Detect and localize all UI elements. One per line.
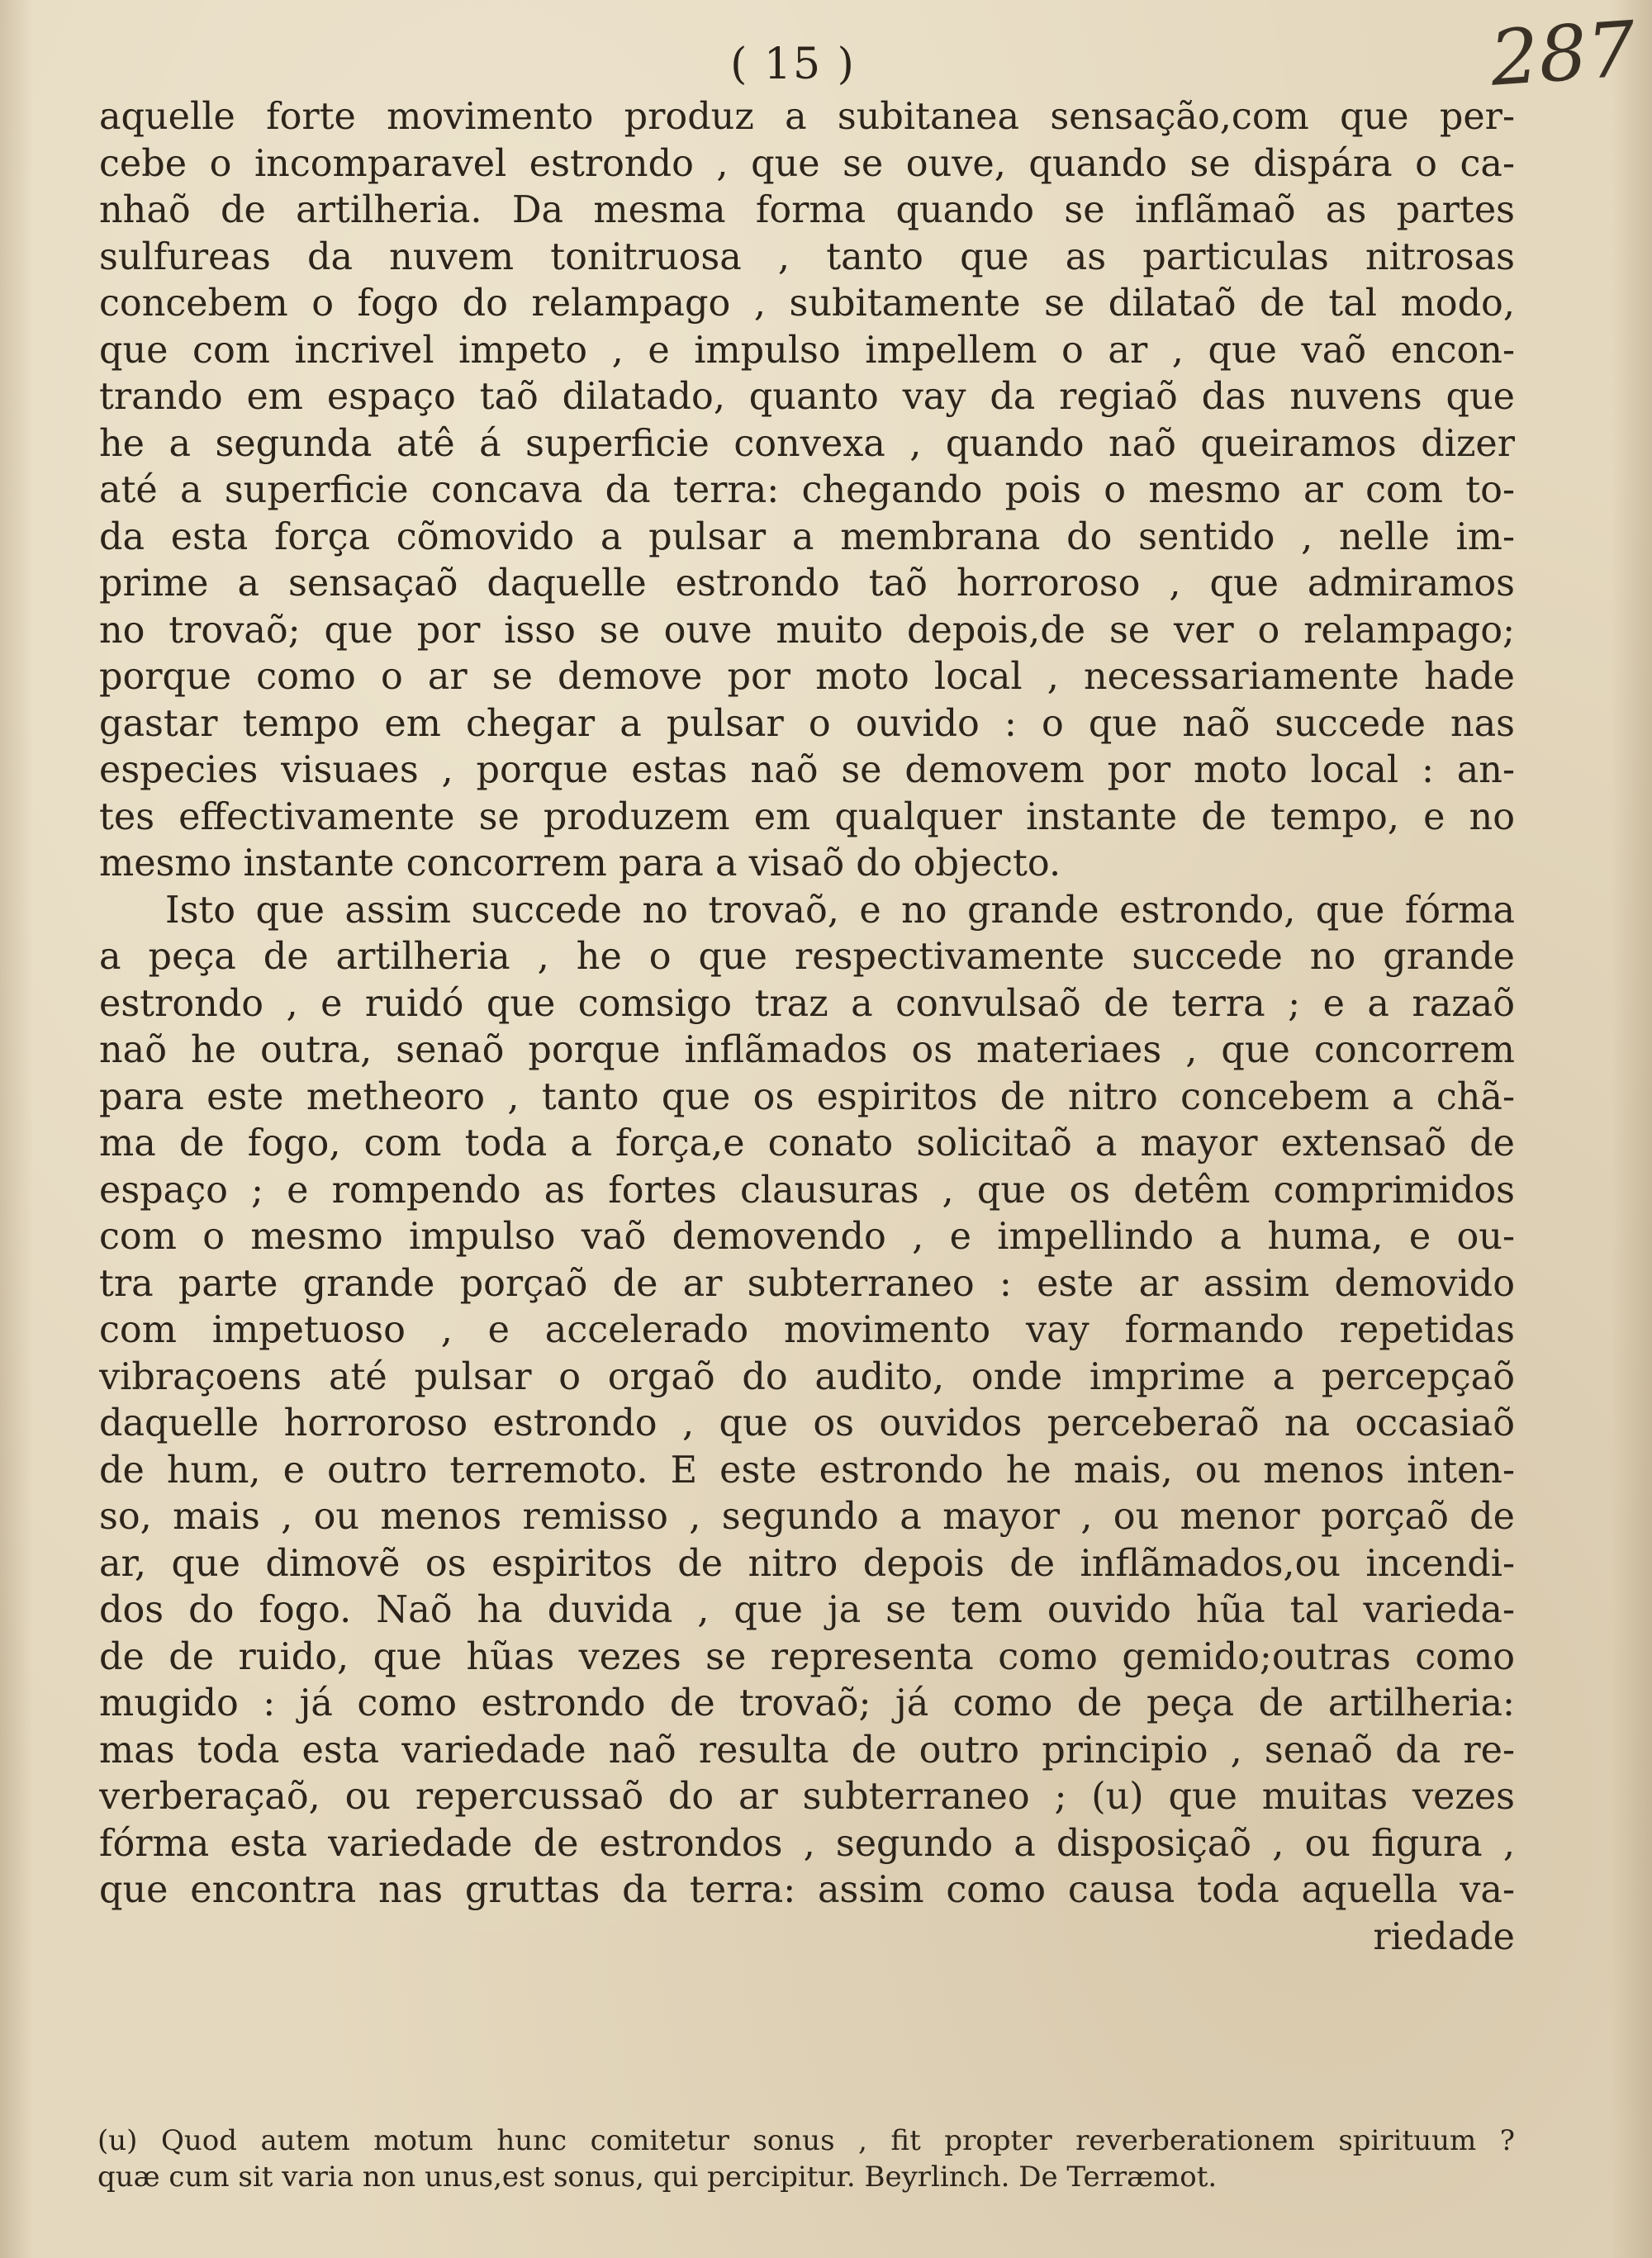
footnote-line: quæ cum sit varia non unus,est sonus, qui percipitur. Beyrlinch. De Terræmot.	[97, 2161, 1218, 2194]
handwritten-folio-number: 287	[1487, 4, 1639, 103]
text-line: espaço ; e rompendo as fortes clausuras , que os detêm comprimidos	[99, 1169, 1515, 1212]
text-line: cebe o incomparavel estrondo , que se ouve, quando se dispára o ca-	[99, 142, 1515, 185]
text-line: dos do fogo. Naõ ha duvida , que ja se tem ouvido hũa tal varieda-	[99, 1589, 1515, 1631]
text-line: he a segunda atê á superficie convexa , quando naõ queiramos dizer	[99, 422, 1515, 465]
text-line: naõ he outra, senaõ porque inflãmados os materiaes , que concorrem	[99, 1029, 1515, 1071]
catchword: riedade	[1373, 1915, 1515, 1958]
text-line: para este metheoro , tanto que os espiritos de nitro concebem a chã-	[99, 1075, 1515, 1118]
text-line-paragraph-end: mesmo instante concorrem para a visaõ do objecto.	[99, 842, 1061, 885]
text-line: prime a sensaçaõ daquelle estrondo taõ horroroso , que admiramos	[99, 562, 1515, 605]
text-line: vibraçoens até pulsar o orgaõ do audito, onde imprime a percepçaõ	[99, 1355, 1515, 1398]
text-line: gastar tempo em chegar a pulsar o ouvido : o que naõ succede nas	[99, 702, 1515, 745]
text-line: daquelle horroroso estrondo , que os ouvidos perceberaõ na occasiaõ	[99, 1402, 1515, 1444]
text-line: que encontra nas gruttas da terra: assim como causa toda aquella va-	[99, 1869, 1515, 1911]
text-line: até a superficie concava da terra: chegando pois o mesmo ar com to-	[99, 469, 1515, 511]
text-line: a peça de artilheria , he o que respectivamente succede no grande	[99, 936, 1515, 978]
text-line: nhaõ de artilheria. Da mesma forma quando se inflãmaõ as partes	[99, 189, 1515, 231]
text-line: porque como o ar se demove por moto local , necessariamente hade	[99, 656, 1515, 698]
text-line: trando em espaço taõ dilatado, quanto vay da regiaõ das nuvens que	[99, 376, 1515, 418]
text-line: especies visuaes , porque estas naõ se demovem por moto local : an-	[99, 749, 1515, 791]
text-line: verberaçaõ, ou repercussaõ do ar subterraneo ; (u) que muitas vezes	[99, 1776, 1515, 1818]
text-line: fórma esta variedade de estrondos , segundo a disposiçaõ , ou figura ,	[99, 1822, 1515, 1865]
footnote-block	[97, 2123, 1515, 2195]
text-line: aquelle forte movimento produz a subitanea sensação,com que per-	[99, 96, 1515, 138]
text-line: so, mais , ou menos remisso , segundo a mayor , ou menor porçaõ de	[99, 1496, 1515, 1538]
footnote-line: (u) Quod autem motum hunc comitetur sonus , fit propter reverberationem spirituum ?	[97, 2124, 1515, 2157]
text-line: mugido : já como estrondo de trovaõ; já como de peça de artilheria:	[99, 1682, 1515, 1724]
text-line: de de ruido, que hũas vezes se representa como gemido;outras como	[99, 1635, 1515, 1678]
text-line: estrondo , e ruidó que comsigo traz a convulsaõ de terra ; e a razaõ	[99, 982, 1515, 1025]
text-line: ar, que dimovẽ os espiritos de nitro depois de inflãmados,ou incendi-	[99, 1542, 1515, 1585]
main-text-block	[99, 94, 1515, 1961]
text-line: mas toda esta variedade naõ resulta de outro principio , senaõ da re-	[99, 1729, 1515, 1772]
page-number: ( 15 )	[730, 40, 856, 89]
text-line: no trovaõ; que por isso se ouve muito depois,de se ver o relampago;	[99, 609, 1515, 652]
text-line: com impetuoso , e accelerado movimento vay formando repetidas	[99, 1309, 1515, 1351]
text-line: da esta força cõmovido a pulsar a membrana do sentido , nelle im-	[99, 515, 1515, 558]
text-line: que com incrivel impeto , e impulso impellem o ar , que vaõ encon-	[99, 329, 1515, 372]
text-line: de hum, e outro terremoto. E este estrondo he mais, ou menos inten-	[99, 1449, 1515, 1492]
text-line: tes effectivamente se produzem em qualquer instante de tempo, e no	[99, 795, 1515, 838]
text-line: concebem o fogo do relampago , subitamente se dilataõ de tal modo,	[99, 282, 1515, 325]
text-line: ma de fogo, com toda a força,e conato solicitaõ a mayor extensaõ de	[99, 1122, 1515, 1165]
text-line: com o mesmo impulso vaõ demovendo , e impellindo a huma, e ou-	[99, 1216, 1515, 1258]
text-line: tra parte grande porçaõ de ar subterraneo : este ar assim demovido	[99, 1262, 1515, 1305]
text-line-paragraph-start: Isto que assim succede no trovaõ, e no grande estrondo, que fórma	[165, 889, 1515, 932]
text-line: sulfureas da nuvem tonitruosa , tanto que as particulas nitrosas	[99, 235, 1515, 278]
